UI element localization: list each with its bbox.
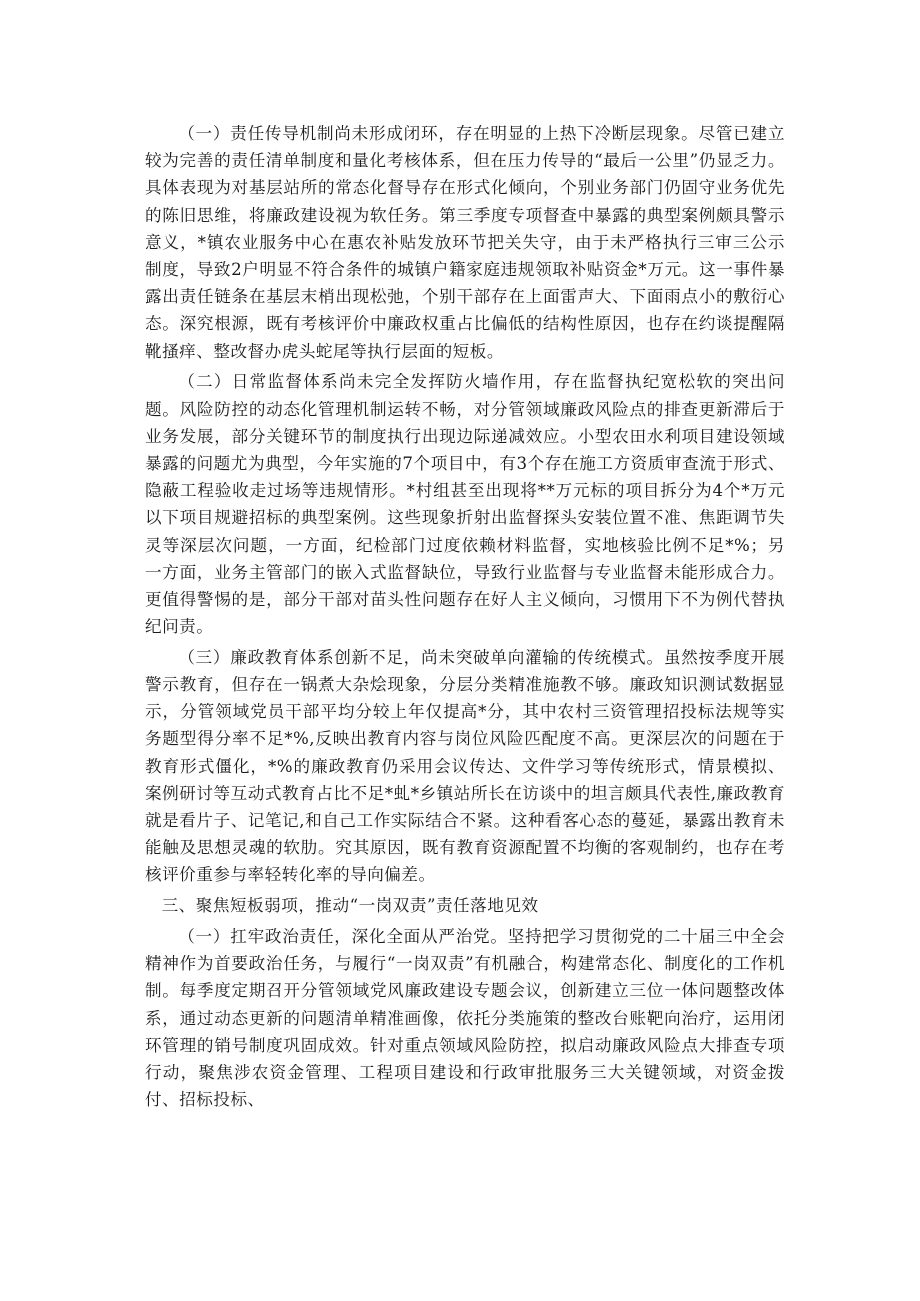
paragraph-daily-supervision: （二）日常监督体系尚未完全发挥防火墙作用，存在监督执纪宽松软的突出问题。风险防控的动态化管理机制运转不畅，对分管领域廉政风险点的排查更新滞后于业务发展，部分关键环节的制度执行出现边际递减效应。小型农田水利项目建设领域暴露的问题尤为典型，今年实施的7个项目中，有3个存在施工方资质审查流于形式、隐蔽工程验收走过场等违规情形。*村组甚至出现将**万元标的项目拆分为4个*万元以下项目规避招标的典型案例。这些现象折射出监督探头安装位置不准、焦距调节失灵等深层次问题，一方面，纪检部门过度依赖材料监督，实地核验比例不足*%；另一方面，业务主管部门的嵌入式监督缺位，导致行业监督与专业监督未能形成合力。更值得警惕的是，部分干部对苗头性问题存在好人主义倾向，习惯用下不为例代替执纪问责。 bbox=[145, 372, 785, 637]
paragraph-political-responsibility: （一）扛牢政治责任，深化全面从严治党。坚持把学习贯彻党的二十届三中全会精神作为首要政治任务，与履行“一岗双责”有机融合，构建常态化、制度化的工作机制。每季度定期召开分管领域党风廉政建设专题会议，创新建立三位一体问题整改体系，通过动态更新的问题清单精准画像，依托分类施策的整改台账靶向治疗，运用闭环管理的销号制度巩固成效。针对重点领域风险防控，拟启动廉政风险点大排查专项行动，聚焦涉农资金管理、工程项目建设和行政审批服务三大关键领域，对资金拨付、招标投标、 bbox=[145, 926, 785, 1110]
paragraph-integrity-education: （三）廉政教育体系创新不足，尚未突破单向灌输的传统模式。虽然按季度开展警示教育，但存在一锅煮大杂烩现象，分层分类精准施教不够。廉政知识测试数据显示，分管领域党员干部平均分较上年仅提高*分，其中农村三资管理招投标法规等实务题型得分率不足*%,反映出教育内容与岗位风险匹配度不高。更深层次的问题在于教育形式僵化，*%的廉政教育仍采用会议传达、文件学习等传统形式，情景模拟、案例研讨等互动式教育占比不足*虬*乡镇站所长在访谈中的坦言颇具代表性,廉政教育就是看片子、记笔记,和自己工作实际结合不紧。这种看客心态的蔓延，暴露出教育未能触及思想灵魂的软肋。究其原因，既有教育资源配置不均衡的客观制约，也存在考核评价重参与率轻转化率的导向偏差。 bbox=[145, 647, 785, 885]
document-body bbox=[145, 120, 785, 1117]
paragraph-responsibility-transmission: （一）责任传导机制尚未形成闭环，存在明显的上热下冷断层现象。尽管已建立较为完善的责任清单制度和量化考核体系，但在压力传导的“最后一公里”仍显乏力。具体表现为对基层站所的常态化督导存在形式化倾向，个别业务部门仍固守业务优先的陈旧思维，将廉政建设视为软任务。第三季度专项督查中暴露的典型案例颇具警示意义，*镇农业服务中心在惠农补贴发放环节把关失守，由于未严格执行三审三公示制度，导致2户明显不符合条件的城镇户籍家庭违规领取补贴资金*万元。这一事件暴露出责任链条在基层末梢出现松弛，个别干部存在上面雷声大、下面雨点小的敷衍心态。深究根源，既有考核评价中廉政权重占比偏低的结构性原因，也存在约谈提醒隔靴搔痒、整改督办虎头蛇尾等执行层面的短板。 bbox=[145, 124, 785, 361]
section-heading: 三、聚焦短板弱项，推动“一岗双责”责任落地见效 bbox=[161, 896, 539, 916]
